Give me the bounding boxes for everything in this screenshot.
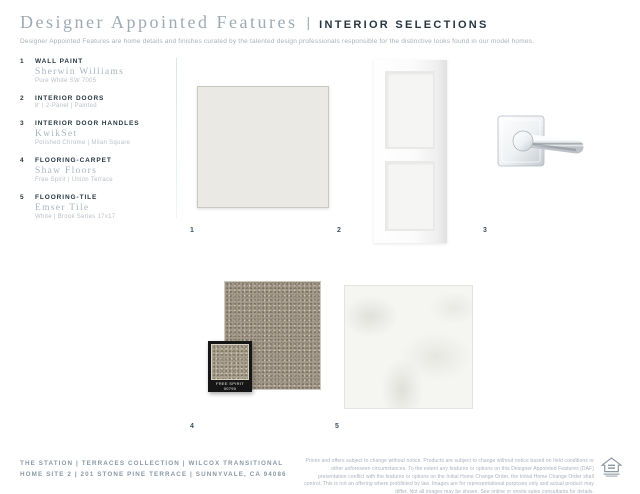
item-detail: White | Brook Series 17x17 bbox=[35, 214, 116, 220]
door-bottom-panel bbox=[385, 161, 435, 231]
item-brand: KwikSet bbox=[35, 129, 78, 139]
paint-swatch-image bbox=[197, 86, 329, 208]
page-description: Designer Appointed Features are home details and finishes curated by the talented design professionals responsible for the distinctive looks found in our model homes. bbox=[20, 38, 535, 45]
figure-label-1: 1 bbox=[190, 227, 194, 234]
figure-label-5: 5 bbox=[335, 423, 339, 430]
chrome-lever-handle-icon bbox=[490, 110, 585, 178]
carpet-card-label: FREE SPIRIT 00790 bbox=[216, 381, 244, 392]
page-tagline: INTERIOR SELECTIONS bbox=[319, 19, 489, 31]
figure-label-2: 2 bbox=[337, 227, 341, 234]
item-number: 3 bbox=[20, 120, 24, 127]
list-item-wall-paint bbox=[20, 58, 172, 84]
item-category: FLOORING-CARPET bbox=[35, 157, 112, 164]
carpet-card-swatch bbox=[211, 344, 249, 380]
vertical-divider bbox=[176, 58, 177, 218]
footer-community-info bbox=[20, 459, 287, 480]
interior-door-image bbox=[374, 60, 447, 243]
item-detail: 8' | 2-Panel | Painted bbox=[35, 103, 97, 109]
page-title: Designer Appointed Features bbox=[20, 12, 298, 32]
item-brand: Sherwin Williams bbox=[35, 67, 125, 77]
item-number: 4 bbox=[20, 157, 24, 164]
footer-line-address: HOME SITE 2 | 201 STONE PINE TERRACE | SUNNYVALE, CA 94086 bbox=[20, 470, 287, 478]
list-item-door-handles bbox=[20, 120, 172, 146]
item-number: 1 bbox=[20, 58, 24, 65]
item-category: FLOORING-TILE bbox=[35, 194, 98, 201]
door-top-panel bbox=[385, 71, 435, 149]
footer-disclaimer: Prices and offers subject to change without notice. Products are subject to change without notice based on field conditions or other unforeseen circumstances. To the extent any features or options on this Designer Appointed Features (DAF) presentation conflict with the features or options on the Initial Home Change Order, the Initial Home Change Order shall control. This is not an offering where prohibited by law. Images are for representational purposes only and actual product may differ. Not all images may be shown. See online or onsite sales consultants for details. bbox=[304, 458, 594, 494]
list-item-interior-doors bbox=[20, 95, 172, 109]
header bbox=[20, 12, 620, 45]
item-brand: Emser Tile bbox=[35, 203, 90, 213]
title-row bbox=[20, 12, 620, 33]
figure-label-3: 3 bbox=[483, 227, 487, 234]
item-category: INTERIOR DOOR HANDLES bbox=[35, 120, 140, 127]
item-number: 2 bbox=[20, 95, 24, 102]
item-category: INTERIOR DOORS bbox=[35, 95, 105, 102]
figure-label-4: 4 bbox=[190, 423, 194, 430]
item-detail: Pure White SW 7005 bbox=[35, 78, 97, 84]
tile-swatch-image bbox=[344, 285, 473, 409]
item-detail: Free Spirit | Union Terrace bbox=[35, 177, 113, 183]
door-handle-image bbox=[490, 110, 585, 178]
item-detail: Polished Chrome | Milan Square bbox=[35, 140, 131, 146]
list-item-flooring-carpet bbox=[20, 157, 172, 183]
selection-list bbox=[20, 58, 172, 231]
title-separator: | bbox=[306, 14, 311, 30]
footer-line-collection: THE STATION | TERRACES COLLECTION | WILCOX TRANSITIONAL bbox=[20, 460, 284, 467]
list-item-flooring-tile bbox=[20, 194, 172, 220]
item-brand: Shaw Floors bbox=[35, 166, 98, 176]
item-category: WALL PAINT bbox=[35, 58, 84, 65]
equal-housing-opportunity-icon bbox=[601, 457, 622, 484]
item-number: 5 bbox=[20, 194, 24, 201]
carpet-sample-card bbox=[208, 341, 252, 392]
